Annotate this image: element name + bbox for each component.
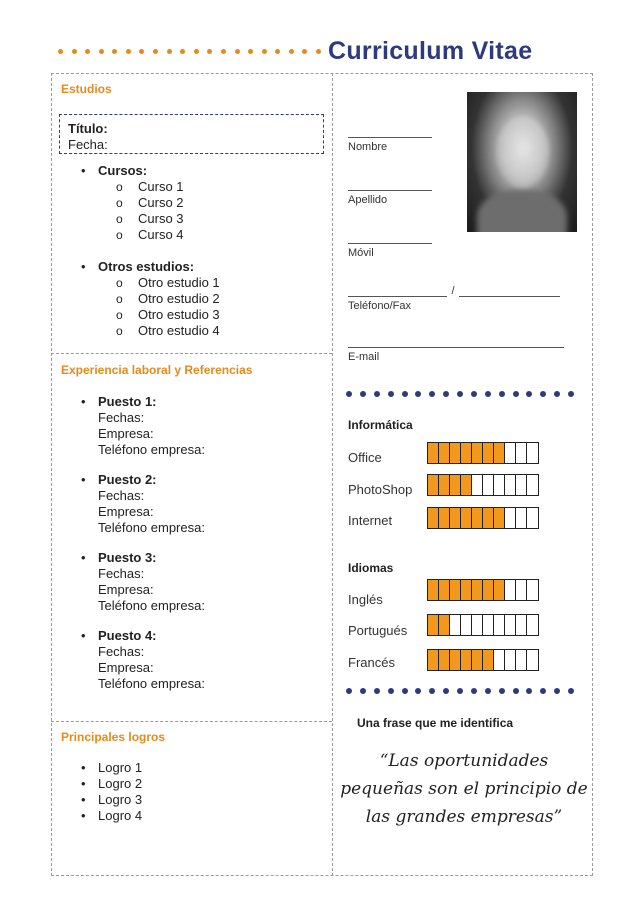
skill-cell xyxy=(483,580,494,600)
frase-heading: Una frase que me identifica xyxy=(357,716,514,730)
telefono-fax-lines xyxy=(348,286,560,297)
divider-dot xyxy=(112,49,117,54)
divider-dot xyxy=(374,391,380,397)
divider-dot xyxy=(554,391,560,397)
skill-bar-ingles xyxy=(427,579,539,601)
telefono-fax-field xyxy=(348,286,560,312)
skill-cell xyxy=(439,650,450,670)
skill-cell xyxy=(483,443,494,463)
divider-dot xyxy=(429,688,435,694)
divider-dot xyxy=(513,688,519,694)
estudios-list xyxy=(64,163,220,339)
experiencia-heading: Experiencia laboral y Referencias xyxy=(61,363,253,377)
divider-dot xyxy=(346,688,352,694)
divider-dot xyxy=(429,391,435,397)
skill-cell xyxy=(439,508,450,528)
skill-label-frances: Francés xyxy=(348,655,395,670)
divider-dot xyxy=(153,49,158,54)
puesto-telefono: Teléfono empresa: xyxy=(98,442,205,457)
divider-dot xyxy=(485,391,491,397)
skill-cell xyxy=(494,615,505,635)
idiomas-heading: Idiomas xyxy=(348,561,394,575)
skill-cell xyxy=(461,615,472,635)
skill-cell xyxy=(516,443,527,463)
skill-label-photoshop: PhotoShop xyxy=(348,482,413,497)
divider-dot xyxy=(248,49,253,54)
divider-dot xyxy=(513,391,519,397)
divider-dot xyxy=(262,49,267,54)
divider-dot xyxy=(316,49,321,54)
apellido-line xyxy=(348,181,432,191)
column-divider xyxy=(332,73,333,876)
nombre-line xyxy=(348,128,432,138)
skill-cell xyxy=(516,475,527,495)
email-line xyxy=(348,338,564,348)
profile-photo xyxy=(467,92,577,232)
skill-label-ingles: Inglés xyxy=(348,592,383,607)
cursos-list xyxy=(98,179,220,243)
list-item: o Otro estudio 3 xyxy=(98,307,220,323)
skill-bar-frances xyxy=(427,649,539,671)
movil-field xyxy=(348,234,432,259)
puesto-empresa: Empresa: xyxy=(98,426,154,441)
skill-cell xyxy=(428,508,439,528)
skill-cell xyxy=(439,443,450,463)
divider-dot xyxy=(58,49,63,54)
puesto-title: Puesto 4: xyxy=(98,628,157,643)
frase-quote: “Las oportunidades pequeñas son el principio de las grandes empresas” xyxy=(340,751,588,827)
puesto-title: Puesto 3: xyxy=(98,550,157,565)
divider-dot xyxy=(388,391,394,397)
divider-dot xyxy=(471,391,477,397)
skill-cell xyxy=(450,475,461,495)
skill-cell xyxy=(461,508,472,528)
list-item: • Logro 3 xyxy=(64,792,142,808)
divider-dot xyxy=(415,688,421,694)
skill-cell xyxy=(450,580,461,600)
divider-dot xyxy=(388,688,394,694)
skill-cell xyxy=(516,615,527,635)
skill-cell xyxy=(428,580,439,600)
titulo-box xyxy=(59,114,324,154)
section-divider-logros xyxy=(51,721,332,722)
skill-cell xyxy=(439,475,450,495)
divider-dot xyxy=(540,391,546,397)
email-field xyxy=(348,338,564,363)
skill-cell xyxy=(505,475,516,495)
puesto-empresa: Empresa: xyxy=(98,660,154,675)
informatica-heading: Informática xyxy=(348,418,413,432)
list-item-otros xyxy=(64,259,220,339)
puesto-title: Puesto 1: xyxy=(98,394,157,409)
skill-cell xyxy=(505,580,516,600)
list-item-cursos xyxy=(64,163,220,243)
puesto-fechas: Fechas: xyxy=(98,566,145,581)
list-item: • Logro 2 xyxy=(64,776,142,792)
divider-dot xyxy=(402,688,408,694)
skill-cell xyxy=(483,508,494,528)
skill-cell xyxy=(505,443,516,463)
skill-cell xyxy=(472,650,483,670)
list-item-puesto xyxy=(64,628,205,692)
skill-cell xyxy=(494,650,505,670)
puesto-telefono: Teléfono empresa: xyxy=(98,676,205,691)
divider-dot xyxy=(471,688,477,694)
nombre-label: Nombre xyxy=(348,141,388,153)
skill-label-portugues: Portugués xyxy=(348,623,408,638)
skill-cell xyxy=(527,580,538,600)
list-item: o Curso 3 xyxy=(98,211,220,227)
divider-dot xyxy=(360,688,366,694)
divider-dot xyxy=(540,688,546,694)
list-item-puesto xyxy=(64,550,205,614)
otros-list xyxy=(98,275,220,339)
telefono-line xyxy=(348,287,447,297)
skill-cell xyxy=(461,475,472,495)
divider-dot xyxy=(457,688,463,694)
skill-cell xyxy=(428,615,439,635)
divider-dot xyxy=(167,49,172,54)
logros-heading: Principales logros xyxy=(61,730,166,744)
movil-label: Móvil xyxy=(348,247,374,259)
puesto-fechas: Fechas: xyxy=(98,488,145,503)
divider-dot xyxy=(485,688,491,694)
skill-cell xyxy=(494,508,505,528)
skill-cell xyxy=(450,650,461,670)
skill-cell xyxy=(472,580,483,600)
skill-cell xyxy=(428,475,439,495)
puesto-title: Puesto 2: xyxy=(98,472,157,487)
list-item: • Logro 4 xyxy=(64,808,142,824)
divider-dot xyxy=(180,49,185,54)
skill-cell xyxy=(450,443,461,463)
skill-cell xyxy=(505,650,516,670)
list-item: o Curso 2 xyxy=(98,195,220,211)
skill-cell xyxy=(428,443,439,463)
skill-label-internet: Internet xyxy=(348,513,393,528)
list-item: o Otro estudio 1 xyxy=(98,275,220,291)
skill-cell xyxy=(461,580,472,600)
divider-dot xyxy=(374,688,380,694)
divider-dot xyxy=(235,49,240,54)
skill-cell xyxy=(527,615,538,635)
skill-cell xyxy=(516,650,527,670)
skill-cell xyxy=(516,580,527,600)
apellido-field xyxy=(348,181,432,206)
divider-dot xyxy=(275,49,280,54)
skill-bar-photoshop xyxy=(427,474,539,496)
movil-line xyxy=(348,234,432,244)
list-item: o Otro estudio 2 xyxy=(98,291,220,307)
list-item: • Logro 1 xyxy=(64,760,142,776)
list-item: o Curso 1 xyxy=(98,179,220,195)
skill-cell xyxy=(428,650,439,670)
skills-dot-divider xyxy=(346,391,574,397)
apellido-label: Apellido xyxy=(348,194,388,206)
experiencia-list xyxy=(64,394,205,692)
otros-label: Otros estudios: xyxy=(98,259,195,274)
skill-cell xyxy=(472,615,483,635)
divider-dot xyxy=(302,49,307,54)
logros-list xyxy=(64,760,142,824)
titulo-label: Título: xyxy=(68,121,108,136)
list-item-puesto xyxy=(64,472,205,536)
divider-dot xyxy=(194,49,199,54)
skill-cell xyxy=(505,508,516,528)
skill-cell xyxy=(472,443,483,463)
nombre-field xyxy=(348,128,432,153)
list-item-puesto xyxy=(64,394,205,458)
divider-dot xyxy=(346,391,352,397)
divider-dot xyxy=(415,391,421,397)
skill-cell xyxy=(483,650,494,670)
skill-cell xyxy=(439,580,450,600)
header-dot-divider xyxy=(58,48,321,54)
divider-dot xyxy=(207,49,212,54)
divider-dot xyxy=(499,688,505,694)
divider-dot xyxy=(526,391,532,397)
skill-cell xyxy=(483,475,494,495)
skill-bar-office xyxy=(427,442,539,464)
list-item: o Otro estudio 4 xyxy=(98,323,220,339)
skill-cell xyxy=(461,650,472,670)
page-title: Curriculum Vitae xyxy=(328,37,533,65)
puesto-empresa: Empresa: xyxy=(98,504,154,519)
divider-dot xyxy=(554,688,560,694)
divider-dot xyxy=(499,391,505,397)
divider-dot xyxy=(402,391,408,397)
skill-bar-portugues xyxy=(427,614,539,636)
skill-cell xyxy=(439,615,450,635)
divider-dot xyxy=(526,688,532,694)
puesto-telefono: Teléfono empresa: xyxy=(98,598,205,613)
puesto-fechas: Fechas: xyxy=(98,644,145,659)
divider-dot xyxy=(457,391,463,397)
cursos-label: Cursos: xyxy=(98,163,148,178)
skill-cell xyxy=(527,508,538,528)
email-label: E-mail xyxy=(348,351,380,363)
telefono-fax-label: Teléfono/Fax xyxy=(348,300,411,312)
divider-dot xyxy=(289,49,294,54)
skill-cell xyxy=(483,615,494,635)
skill-label-office: Office xyxy=(348,450,382,465)
divider-dot xyxy=(443,688,449,694)
list-item: o Curso 4 xyxy=(98,227,220,243)
skill-cell xyxy=(516,508,527,528)
divider-dot xyxy=(99,49,104,54)
fecha-label: Fecha: xyxy=(68,137,108,152)
skill-cell xyxy=(450,508,461,528)
estudios-heading: Estudios xyxy=(61,82,112,96)
divider-dot xyxy=(72,49,77,54)
divider-dot xyxy=(360,391,366,397)
telefono-fax-separator: / xyxy=(451,285,455,297)
puesto-empresa: Empresa: xyxy=(98,582,154,597)
skill-cell xyxy=(461,443,472,463)
skill-cell xyxy=(494,443,505,463)
divider-dot xyxy=(443,391,449,397)
divider-dot xyxy=(221,49,226,54)
skill-cell xyxy=(494,580,505,600)
fax-line xyxy=(459,287,560,297)
skill-cell xyxy=(527,650,538,670)
divider-dot xyxy=(568,688,574,694)
skill-cell xyxy=(472,508,483,528)
skill-cell xyxy=(505,615,516,635)
quote-dot-divider xyxy=(346,688,574,694)
skill-cell xyxy=(494,475,505,495)
skill-cell xyxy=(450,615,461,635)
puesto-telefono: Teléfono empresa: xyxy=(98,520,205,535)
skill-cell xyxy=(472,475,483,495)
divider-dot xyxy=(139,49,144,54)
divider-dot xyxy=(85,49,90,54)
divider-dot xyxy=(568,391,574,397)
divider-dot xyxy=(126,49,131,54)
skill-bar-internet xyxy=(427,507,539,529)
puesto-fechas: Fechas: xyxy=(98,410,145,425)
skill-cell xyxy=(527,475,538,495)
section-divider-experiencia xyxy=(51,353,332,354)
skill-cell xyxy=(527,443,538,463)
